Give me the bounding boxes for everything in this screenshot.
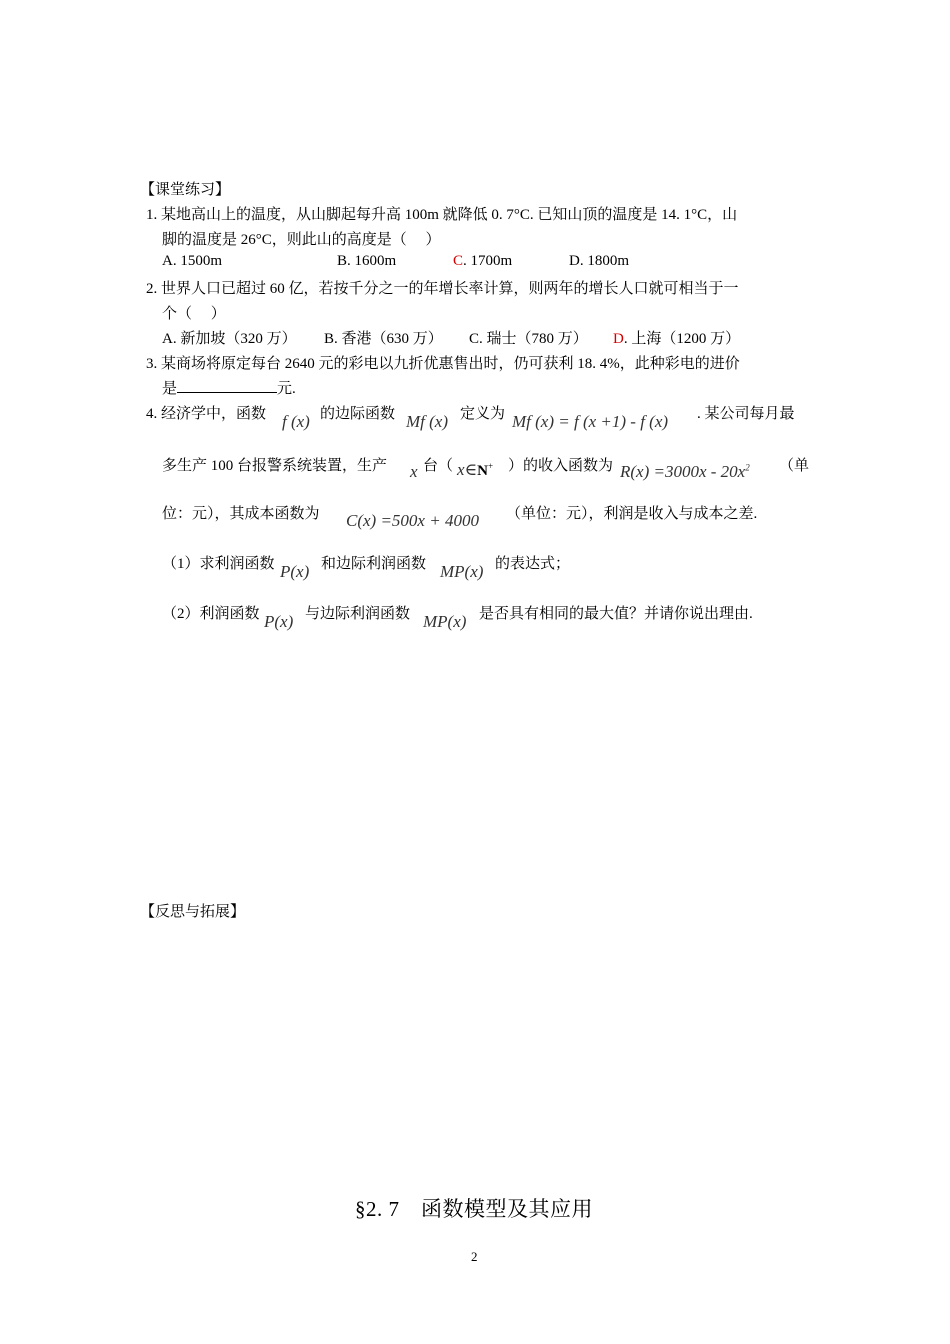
section-practice-heading: 【课堂练习】 bbox=[140, 182, 231, 198]
q4-n-set: N bbox=[477, 463, 488, 479]
q4-line3-b: （单位：元），利润是收入与成本之差. bbox=[506, 506, 758, 522]
q4-intro: 4. 经济学中，函数 bbox=[146, 406, 267, 422]
q4-x-in: x∈ bbox=[457, 460, 478, 479]
q4-sub2-a: （2）利润函数 bbox=[162, 606, 260, 622]
q4-revenue-formula bbox=[620, 462, 750, 482]
q2-option-d-text: . 上海（1200 万） bbox=[623, 331, 741, 347]
q1-line1: 1. 某地高山上的温度，从山脚起每升高 100m 就降低 0. 7°C. 已知山顶的温度是 14. 1°C，山 bbox=[146, 207, 738, 223]
q4-cost-formula: C(x) =500x + 4000 bbox=[346, 511, 479, 530]
q1-answer-letter: C bbox=[453, 253, 464, 269]
q4-sub1-p-x: P(x) bbox=[280, 562, 310, 581]
q3-line1: 3. 某商场将原定每台 2640 元的彩电以九折优惠售出时，仍可获利 18. 4%，此种彩电的进价 bbox=[146, 356, 740, 372]
q4-x-var: x bbox=[410, 462, 418, 481]
q2-line2: 个（ ） bbox=[162, 306, 226, 322]
q4-revenue-text: R(x) =3000x - 20x bbox=[620, 462, 746, 481]
q3-line2 bbox=[162, 377, 296, 398]
q4-after-def: . 某公司每月最 bbox=[697, 406, 795, 422]
q3-answer-blank bbox=[177, 378, 277, 393]
q1-option-c bbox=[453, 253, 512, 270]
q1-option-c-text: . 1700m bbox=[463, 253, 513, 269]
q4-f-x: f (x) bbox=[282, 412, 310, 431]
q1-option-d: D. 1800m bbox=[569, 253, 629, 269]
q4-line2-b: 台（ bbox=[423, 458, 454, 474]
q2-line1: 2. 世界人口已超过 60 亿，若按千分之一的年增长率计算，则两年的增长人口就可相当于一 bbox=[146, 281, 739, 297]
q4-sub1-a: （1）求利润函数 bbox=[162, 556, 275, 572]
q4-line3-a: 位：元），其成本函数为 bbox=[162, 506, 320, 522]
q4-x-in-n bbox=[457, 460, 493, 480]
q4-sub1-b: 和边际利润函数 bbox=[321, 556, 427, 572]
q4-revenue-sup: 2 bbox=[745, 462, 750, 473]
q2-option-d bbox=[613, 327, 740, 348]
section-reflect-heading: 【反思与拓展】 bbox=[140, 904, 246, 920]
q3-line2-pre: 是 bbox=[162, 381, 178, 397]
q4-sub2-mp-x: MP(x) bbox=[423, 612, 467, 631]
q4-line2-a: 多生产 100 台报警系统装置，生产 bbox=[162, 458, 388, 474]
q4-mid1: 的边际函数 bbox=[320, 406, 396, 422]
next-section-title: §2. 7 函数模型及其应用 bbox=[355, 1197, 593, 1221]
q4-sub2-c: 是否具有相同的最大值？并请你说出理由. bbox=[479, 606, 753, 622]
q1-option-b: B. 1600m bbox=[337, 253, 397, 269]
q4-sub1-mp-x: MP(x) bbox=[440, 562, 484, 581]
q1-option-a: A. 1500m bbox=[162, 253, 222, 269]
q4-mid2: 定义为 bbox=[460, 406, 506, 422]
q2-option-a: A. 新加坡（320 万） bbox=[162, 331, 297, 347]
q1-line2: 脚的温度是 26°C，则此山的高度是（ ） bbox=[162, 232, 441, 248]
page-number: 2 bbox=[471, 1249, 478, 1264]
q2-answer-letter: D bbox=[613, 331, 624, 347]
q2-option-b: B. 香港（630 万） bbox=[324, 331, 443, 347]
q4-definition-formula: Mf (x) = f (x +1) - f (x) bbox=[512, 412, 669, 431]
q4-mf-x: Mf (x) bbox=[406, 412, 449, 431]
q2-option-c: C. 瑞士（780 万） bbox=[469, 331, 588, 347]
q4-sub1-c: 的表达式； bbox=[495, 556, 571, 572]
q4-n-sup: + bbox=[487, 461, 494, 471]
q4-sub2-p-x: P(x) bbox=[264, 612, 294, 631]
q3-line2-post: 元. bbox=[277, 381, 296, 397]
q4-line2-d: （单 bbox=[779, 458, 810, 474]
q4-line2-c: ）的收入函数为 bbox=[508, 458, 614, 474]
q4-sub2-b: 与边际利润函数 bbox=[305, 606, 411, 622]
